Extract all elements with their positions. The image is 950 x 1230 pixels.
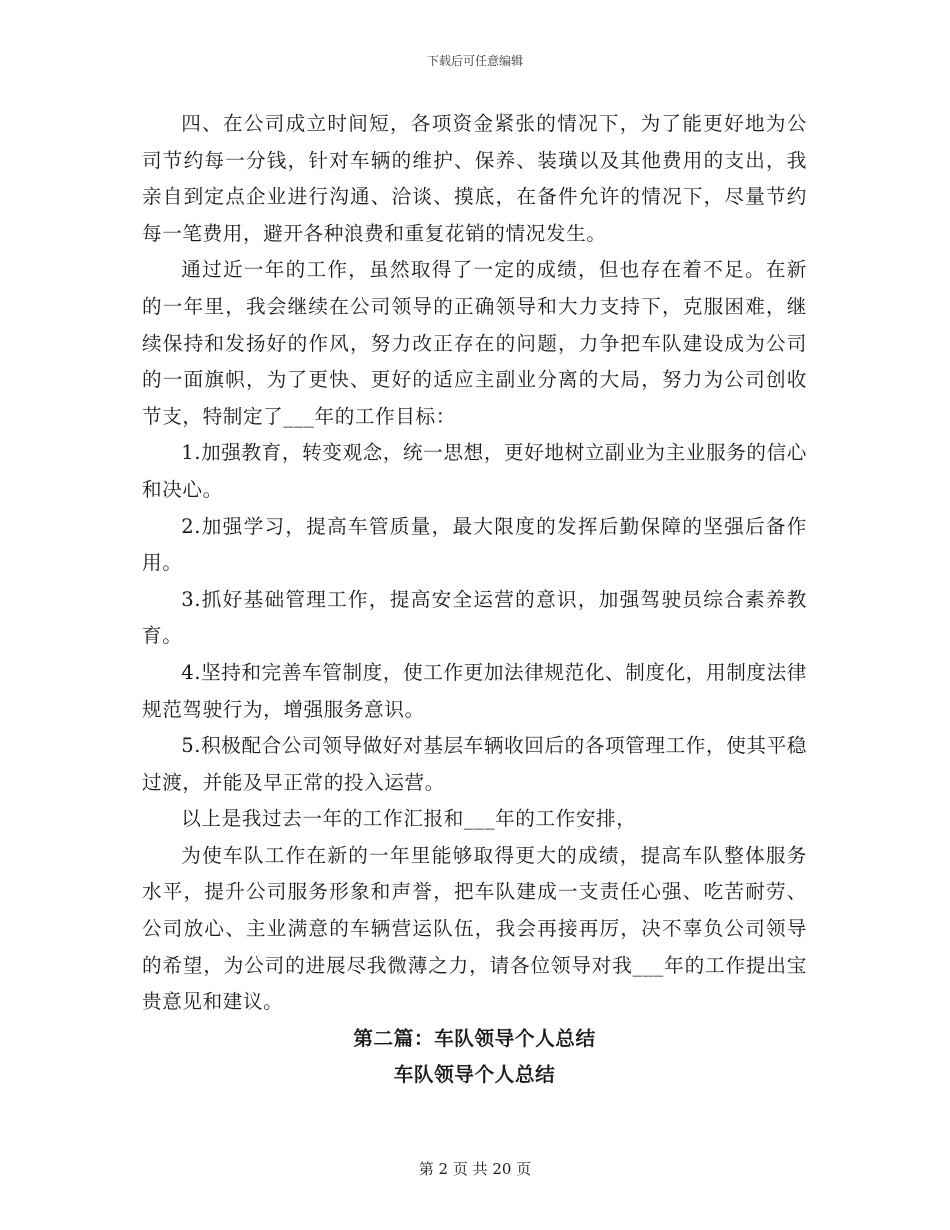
page-number: 第 2 页 共 20 页	[418, 1160, 532, 1178]
goal-item-3: 3.抓好基础管理工作，提高安全运营的意识，加强驾驶员综合素养教育。	[142, 587, 807, 648]
section-heading: 第二篇：车队领导个人总结	[353, 1026, 596, 1050]
paragraph-closing: 为使车队工作在新的一年里能够取得更大的成绩，提高车队整体服务水平，提升公司服务形象和声誉，把车队建成一支责任心强、吃苦耐劳、公司放心、主业满意的车辆营运队伍，我会再接再厉，决不辜负公司领导的希望，为公司的进展尽我微薄之力，请各位领导对我___年的工作提出宝贵意见和建议。	[142, 843, 807, 1014]
goal-item-2: 2.加强学习，提高车管质量，最大限度的发挥后勤保障的坚强后备作用。	[142, 514, 807, 575]
goal-item-5: 5.积极配合公司领导做好对基层车辆收回后的各项管理工作，使其平稳过渡，并能及早正常的投入运营。	[142, 734, 807, 794]
paragraph-report: 以上是我过去一年的工作汇报和___年的工作安排，	[181, 807, 637, 831]
document-body	[142, 106, 807, 1094]
goal-item-4: 4.坚持和完善车管制度，使工作更加法律规范化、制度化，用制度法律规范驾驶行为，增强服务意识。	[142, 660, 807, 721]
goal-item-1: 1.加强教育，转变观念，统一思想，更好地树立副业为主业服务的信心和决心。	[142, 441, 807, 501]
paragraph-summary: 通过近一年的工作，虽然取得了一定的成绩，但也存在着不足。在新的一年里，我会继续在公司领导的正确领导和大力支持下，克服困难，继续保持和发扬好的作风，努力改正存在的问题，力争把车队建设成为公司的一面旗帜，为了更快、更好的适应主副业分离的大局，努力为公司创收节支，特制定了___年的工作目标：	[142, 258, 807, 428]
paragraph-4: 四、在公司成立时间短，各项资金紧张的情况下，为了能更好地为公司节约每一分钱，针对车辆的维护、保养、装璜以及其他费用的支出，我亲自到定点企业进行沟通、洽谈、摸底，在备件允许的情况下，尽量节约每一笔费用，避开各种浪费和重复花销的情况发生。	[142, 112, 807, 245]
section-subheading: 车队领导个人总结	[393, 1063, 556, 1087]
header-note: 下载后可任意编辑	[426, 54, 523, 68]
